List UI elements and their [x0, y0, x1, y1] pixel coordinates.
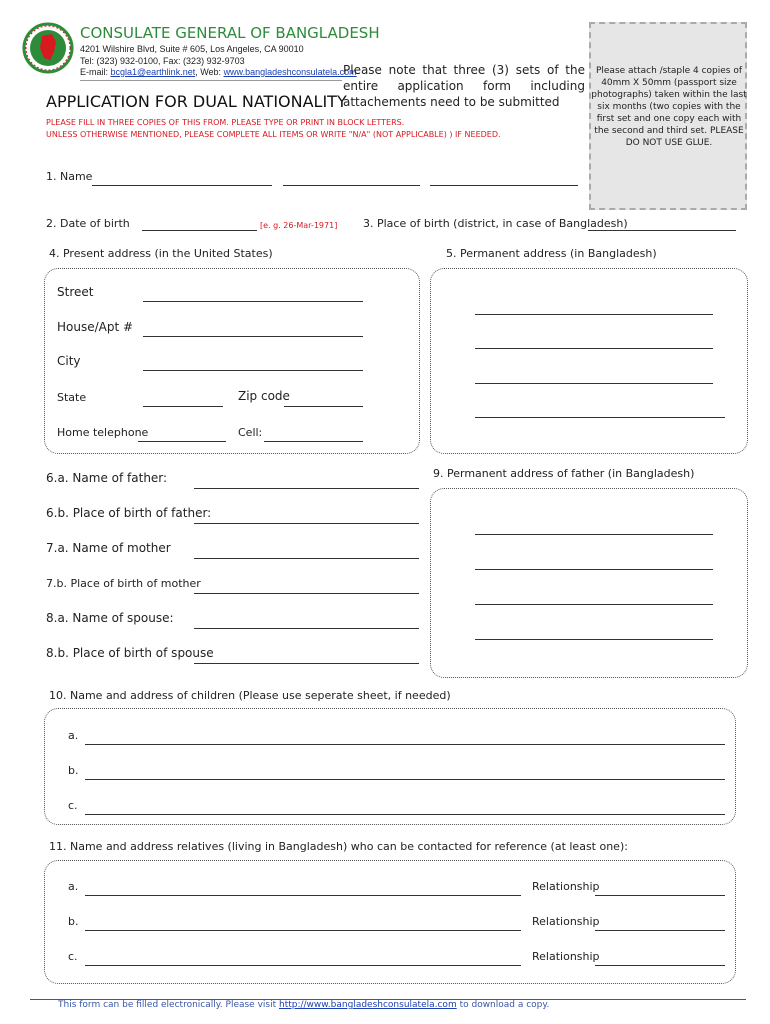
first-name-field[interactable] — [92, 185, 272, 186]
header-divider — [80, 80, 342, 81]
father-address-line-2[interactable] — [475, 569, 713, 570]
dob-example: [e. g. 26-Mar-1971] — [260, 221, 338, 230]
cell-field[interactable] — [264, 441, 363, 442]
relative-a-relationship-label: Relationship — [532, 880, 600, 893]
form-title: APPLICATION FOR DUAL NATIONALITY — [46, 92, 347, 111]
mother-name-field[interactable] — [194, 558, 419, 559]
child-a-field[interactable] — [85, 744, 725, 745]
footer-text-before: This form can be filled electronically. Please visit — [58, 1000, 279, 1010]
dob-label: 2. Date of birth — [46, 217, 130, 230]
footer-note — [58, 1000, 549, 1010]
spouse-pob-label: 8.b. Place of birth of spouse — [46, 646, 214, 660]
website-link[interactable]: www.bangladeshconsulatela.com — [223, 67, 357, 77]
permanent-address-box — [430, 268, 748, 454]
pob-field[interactable] — [588, 230, 736, 231]
spouse-pob-field[interactable] — [194, 663, 419, 664]
state-field[interactable] — [143, 406, 223, 407]
child-c-field[interactable] — [85, 814, 725, 815]
father-address-line-3[interactable] — [475, 604, 713, 605]
footer-link[interactable]: http://www.bangladeshconsulatela.com — [278, 1000, 457, 1010]
instruction-line-2: UNLESS OTHERWISE MENTIONED, PLEASE COMPLETE ALL ITEMS OR WRITE "N/A" (NOT APPLICABLE) ) IF NEEDED. — [46, 130, 501, 139]
zip-field[interactable] — [284, 406, 363, 407]
street-label: Street — [57, 285, 94, 299]
state-label: State — [57, 391, 87, 404]
father-name-label: 6.a. Name of father: — [46, 471, 168, 485]
child-b-label: b. — [68, 764, 79, 777]
consulate-title: CONSULATE GENERAL OF BANGLADESH — [80, 24, 380, 42]
consulate-address: 4201 Wilshire Blvd, Suite # 605, Los Angeles, CA 90010 — [80, 44, 304, 54]
relative-a-relationship-field[interactable] — [595, 895, 725, 896]
present-address-label: 4. Present address (in the United States) — [49, 247, 273, 260]
name-label: 1. Name — [46, 170, 93, 183]
city-label: City — [57, 354, 81, 368]
relative-c-label: c. — [68, 950, 78, 963]
father-address-line-1[interactable] — [475, 534, 713, 535]
home-telephone-field[interactable] — [138, 441, 226, 442]
spouse-name-field[interactable] — [194, 628, 419, 629]
child-c-label: c. — [68, 799, 78, 812]
relative-b-relationship-field[interactable] — [595, 930, 725, 931]
relative-a-field[interactable] — [85, 895, 521, 896]
father-name-field[interactable] — [194, 488, 419, 489]
relative-c-relationship-label: Relationship — [532, 950, 600, 963]
child-b-field[interactable] — [85, 779, 725, 780]
house-label: House/Apt # — [57, 320, 134, 334]
home-telephone-label: Home telephone — [57, 426, 149, 439]
permanent-address-line-3[interactable] — [475, 383, 713, 384]
relative-a-label: a. — [68, 880, 79, 893]
father-address-line-4[interactable] — [475, 639, 713, 640]
footer-text-after: to download a copy. — [456, 1000, 550, 1010]
father-address-box — [430, 488, 748, 678]
instruction-line-1: PLEASE FILL IN THREE COPIES OF THIS FROM. PLEASE TYPE OR PRINT IN BLOCK LETTERS. — [46, 118, 405, 127]
submission-note: Please note that three (3) sets of the entire application form including attachements need to be submitted — [343, 63, 585, 109]
house-field[interactable] — [143, 336, 363, 337]
relative-b-label: b. — [68, 915, 79, 928]
relatives-label: 11. Name and address relatives (living in Bangladesh) who can be contacted for reference (at least one): — [49, 840, 628, 853]
last-name-field[interactable] — [430, 185, 578, 186]
consulate-contact — [80, 67, 357, 77]
relative-b-relationship-label: Relationship — [532, 915, 600, 928]
zip-label: Zip code — [238, 389, 290, 403]
middle-name-field[interactable] — [283, 185, 420, 186]
children-box — [44, 708, 736, 825]
relative-c-field[interactable] — [85, 965, 521, 966]
father-pob-field[interactable] — [194, 523, 419, 524]
consulate-emblem-icon — [22, 22, 74, 74]
pob-label: 3. Place of birth (district, in case of Bangladesh) — [363, 217, 628, 230]
spouse-name-label: 8.a. Name of spouse: — [46, 611, 174, 625]
mother-pob-label: 7.b. Place of birth of mother — [46, 577, 201, 590]
father-pob-label: 6.b. Place of birth of father: — [46, 506, 212, 520]
permanent-address-line-4[interactable] — [475, 417, 725, 418]
mother-pob-field[interactable] — [194, 593, 419, 594]
city-field[interactable] — [143, 370, 363, 371]
mother-name-label: 7.a. Name of mother — [46, 541, 171, 555]
email-link[interactable]: bcgla1@earthlink.net — [110, 67, 196, 77]
children-label: 10. Name and address of children (Please use seperate sheet, if needed) — [49, 689, 451, 702]
cell-label: Cell: — [238, 426, 263, 439]
dob-field[interactable] — [142, 230, 257, 231]
permanent-address-line-1[interactable] — [475, 314, 713, 315]
father-address-label: 9. Permanent address of father (in Bangladesh) — [433, 467, 695, 480]
photo-instructions: Please attach /staple 4 copies of 40mm X 50mm (passport size photographs) taken within the last six months (two copies with the first set and one copy each with the second and third set. PLEASE DO NOT USE GLUE. — [591, 66, 747, 148]
email-label: E-mail: — [80, 67, 111, 77]
relative-b-field[interactable] — [85, 930, 521, 931]
web-label: , Web: — [195, 67, 224, 77]
consulate-phone: Tel: (323) 932-0100, Fax: (323) 932-9703 — [80, 56, 245, 66]
permanent-address-line-2[interactable] — [475, 348, 713, 349]
relative-c-relationship-field[interactable] — [595, 965, 725, 966]
permanent-address-label: 5. Permanent address (in Bangladesh) — [446, 247, 657, 260]
street-field[interactable] — [143, 301, 363, 302]
child-a-label: a. — [68, 729, 79, 742]
